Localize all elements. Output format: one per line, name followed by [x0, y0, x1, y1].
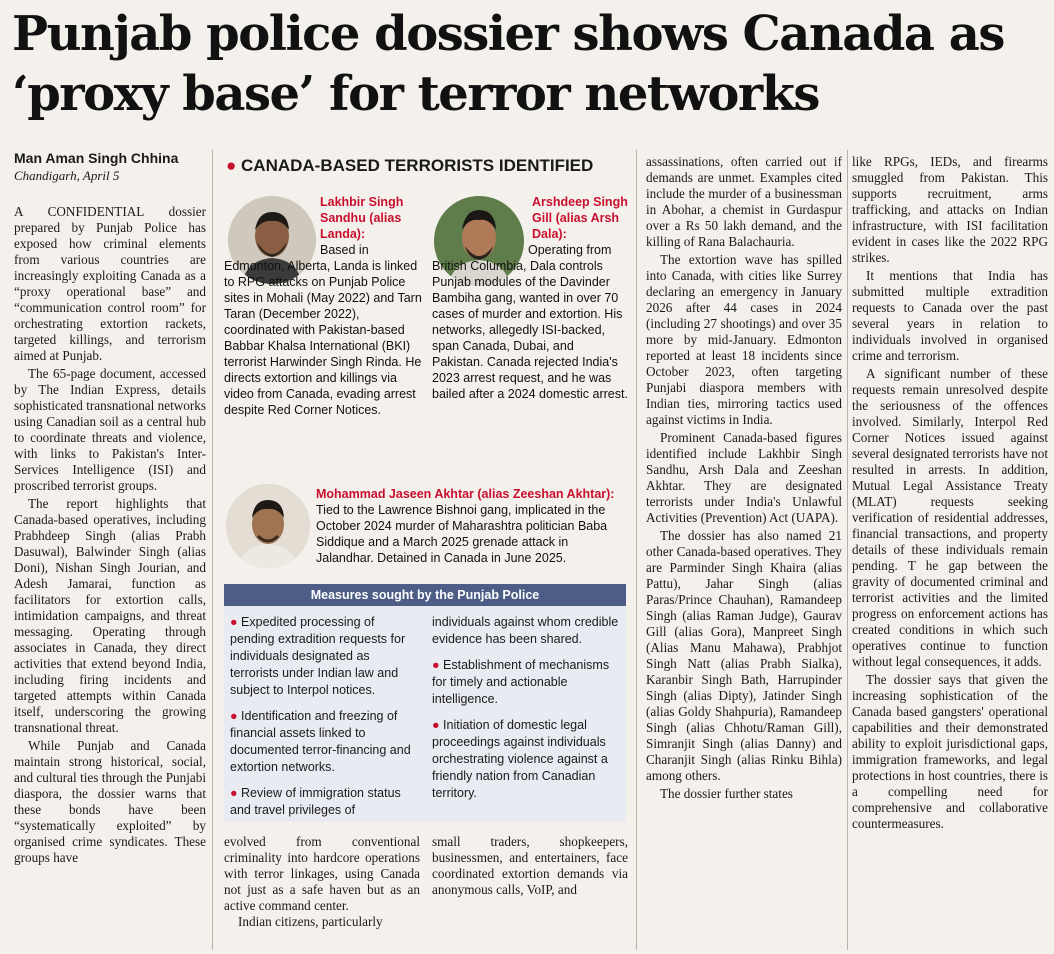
bullet-dot-icon: ●: [432, 658, 444, 672]
article-paragraph: Prominent Canada-based figures identified include Lakhbir Singh Sandhu, Arsh Dala and Zeeshan Akhtar. They are designated terrorists under India's Unlawful Activities (Prevention) Act (UAPA).: [646, 430, 842, 525]
article-column-2b: [432, 834, 628, 954]
article-column-2a: [224, 834, 420, 954]
card-text-landa: Based in Edmonton, Alberta, Landa is linked to RPG attacks on Punjab Police sites in Mohali (May 2022) and Tarn Taran (December 2022), coordinated with Pakistan-based Babbar Khalsa International (BKI) terrorist Harwinder Singh Rinda. He directs extortion and killings via video from Canada, evading arrest despite Red Corner Notices.: [224, 243, 422, 417]
article-column-4: [852, 154, 1048, 952]
column-rule: [212, 150, 213, 950]
article-paragraph: A significant number of these requests remain unresolved despite the seriousness of the offences involved. Similarly, Interpol Red Corner Notices issued against several designated terrorists have not resulted in arrests. In addition, Mutual Legal Assistance Treaty (MLAT) requests seeking verification of residential addresses, financial transactions, and property details of these individuals remain pending. T he gap between the gravity of documented criminal and terrorist activities and the limited progress on enforcement actions has created conditions in which such operatives continue to function without legal consequences, it adds.: [852, 366, 1048, 669]
article-paragraph: While Punjab and Canada maintain strong historical, social, and cultural ties through the Punjabi diaspora, the dossier warns that these bonds have been “systematically exploited” by organised crime syndicates. These groups have: [14, 738, 206, 865]
card-name-zeeshan-akhtar: Mohammad Jaseen Akhtar (alias Zeeshan Akhtar):: [316, 487, 615, 501]
article-column-3: [646, 154, 842, 952]
article-paragraph: Indian citizens, particularly: [238, 914, 383, 929]
article-paragraph: like RPGs, IEDs, and firearms smuggled from Pakistan. This supports recruitment, arms trafficking, and attacks on Indian infrastructure, with ISI facilitation evident in cases like the 2022 RPG strikes.: [852, 154, 1048, 265]
article-paragraph: The 65-page document, accessed by The Indian Express, details sophisticated transnational networks using Canadian soil as a central hub to coordinate threats and violence, with links to Pakistan's Inter-Services Intelligence (ISI) and proscribed terrorist groups.: [14, 366, 206, 493]
article-paragraph: small traders, shopkeepers, businessmen, and entertainers, face coordinated extortion demands via anonymous calls, VoIP, and: [432, 834, 628, 897]
article-paragraph: The extortion wave has spilled into Canada, with cities like Surrey declaring an emergency in January 2026 after 44 cases in 2024 (including 27 shootings) and over 35 more by mid-January. Edmonton reported at least 18 incidents since October 2023, often targeting Punjabi diaspora members with Indian ties, mirroring tactics used against victims in India.: [646, 252, 842, 427]
dateline: Chandigarh, April 5: [14, 168, 120, 183]
measure-item: ● Establishment of mechanisms for timely and actionable intelligence.: [432, 658, 610, 706]
bullet-dot-icon: ●: [230, 786, 242, 800]
card-text-arsh-dala: Operating from British Columbia, Dala controls Punjab modules of the Davinder Bambiha gang, wanted in over 70 cases of murder and extortion. His networks, allegedly ISI-backed, span Canada, Dubai, and Pakistan. Canada rejected India's 2023 arrest request, and he was bailed after a 2024 domestic arrest.: [432, 243, 628, 401]
measure-item: ● Initiation of domestic legal proceedings against individuals orchestrating violence against a friendly nation from Canadian territory.: [432, 718, 608, 800]
article-paragraph: The dossier further states: [660, 786, 793, 801]
bullet-dot-icon: ●: [230, 709, 242, 723]
box-title: [226, 156, 593, 176]
measures-header: Measures sought by the Punjab Police: [224, 584, 626, 606]
article-paragraph: The dossier says that given the increasing sophistication of the Canada based gangsters' operational capabilities and their demonstrated ability to exploit jurisdictional gaps, immigration frameworks, and legal protections in host countries, there is a compelling need for comprehensive and collaborative countermeasures.: [852, 672, 1048, 831]
card-name-arsh-dala: Arshdeep Singh Gill (alias Arsh Dala):: [532, 195, 628, 241]
bullet-dot-icon: ●: [230, 615, 242, 629]
card-name-landa: Lakhbir Singh Sandhu (alias Landa):: [320, 195, 404, 241]
box-title-text: CANADA-BASED TERRORISTS IDENTIFIED: [241, 156, 594, 175]
measure-item: ● Expedited processing of pending extradition requests for individuals designated as terrorists under Indian law and subject to Interpol notices.: [230, 615, 406, 697]
portrait-photo-zeeshan-akhtar: [226, 484, 310, 568]
author-name: Man Aman Singh Chhina: [14, 150, 179, 166]
person-portrait-icon: [226, 484, 310, 568]
article-paragraph: It mentions that India has submitted multiple extradition requests to Canada over the past several years in relation to individuals involved in organised crime and terrorism.: [852, 268, 1048, 363]
card-text-zeeshan-akhtar: Tied to the Lawrence Bishnoi gang, implicated in the October 2024 murder of Maharashtra politician Baba Siddique and a March 2025 grenade attack in Jalandhar. Detained in Canada in June 2025.: [316, 503, 608, 565]
article-paragraph: The report highlights that Canada-based operatives, including Prabhdeep Singh (alias Prabh Dasuwal), Balwinder Singh (alias Doni), Nishan Singh Jourian, and Adesh Jamarai, function as facilitators for extortion calls, intimidation campaigns, and threat messaging. Operating through associates in Canada, they direct activities that extend beyond India, including firing incidents and targeted attempts within Canada itself, underscoring the growing transnational threat.: [14, 496, 206, 735]
measures-panel: [224, 584, 626, 822]
byline: [14, 150, 214, 184]
card-3-block: [316, 486, 628, 566]
bullet-dot-icon: ●: [226, 156, 237, 175]
measure-item: ● Review of immigration status and travel privileges of: [230, 786, 401, 817]
bullet-dot-icon: ●: [432, 718, 444, 732]
article-paragraph: evolved from conventional criminality into hardcore operations with terror linkages, using Canada not just as a safe haven but as an active command center.: [224, 834, 420, 913]
article-paragraph: assassinations, often carried out if demands are unmet. Examples cited include the murder of a businessman in Abohar, a chemist in Gurdaspur over a Rs 50 lakh demand, and the killing of Rana Balachauria.: [646, 154, 842, 249]
headline: Punjab police dossier shows Canada as ‘proxy base’ for terror networks: [12, 6, 1004, 122]
measures-column-left: [230, 614, 416, 828]
measures-column-right: [432, 614, 620, 811]
column-rule: [847, 150, 848, 950]
terrorists-sidebar-box: [220, 150, 630, 830]
measure-item-continued: individuals against whom credible evidence has been shared.: [432, 615, 619, 646]
article-paragraph: The dossier has also named 21 other Canada-based operatives. They are Parminder Singh Khaira (alias Pattu), Jahar Singh (alias Paras/Prince Chauhan), Ramandeep Singh (alias Raman Judge), Gaurav Gill (alias Gora), Manpreet Singh (Alias Manu Mahawa), Prabhjot Singh Natt (alias Prabh Sialka), Karanbir Singh Bath, Harrupinder Singh (alias Dipty), Jatinder Singh (alias Goldy Shahpuria), Ramandeep Singh (alias Chhotu/Raman Gill), Simranjit Singh (alias Danny) and Charanjit Singh (alias Rinku Bihla) among others.: [646, 528, 842, 783]
column-rule: [636, 150, 637, 950]
article-paragraph: A CONFIDENTIAL dossier prepared by Punjab Police has exposed how criminal elements from various countries are increasingly exploiting Canada as a “proxy operational base” and “communication control room” for orchestrating extortion rackets, targeted killings, and terrorism aimed at Punjab.: [14, 204, 206, 363]
article-column-1: [14, 204, 206, 950]
measure-item: ● Identification and freezing of financial assets linked to documented terror-financing and extortion networks.: [230, 709, 411, 774]
